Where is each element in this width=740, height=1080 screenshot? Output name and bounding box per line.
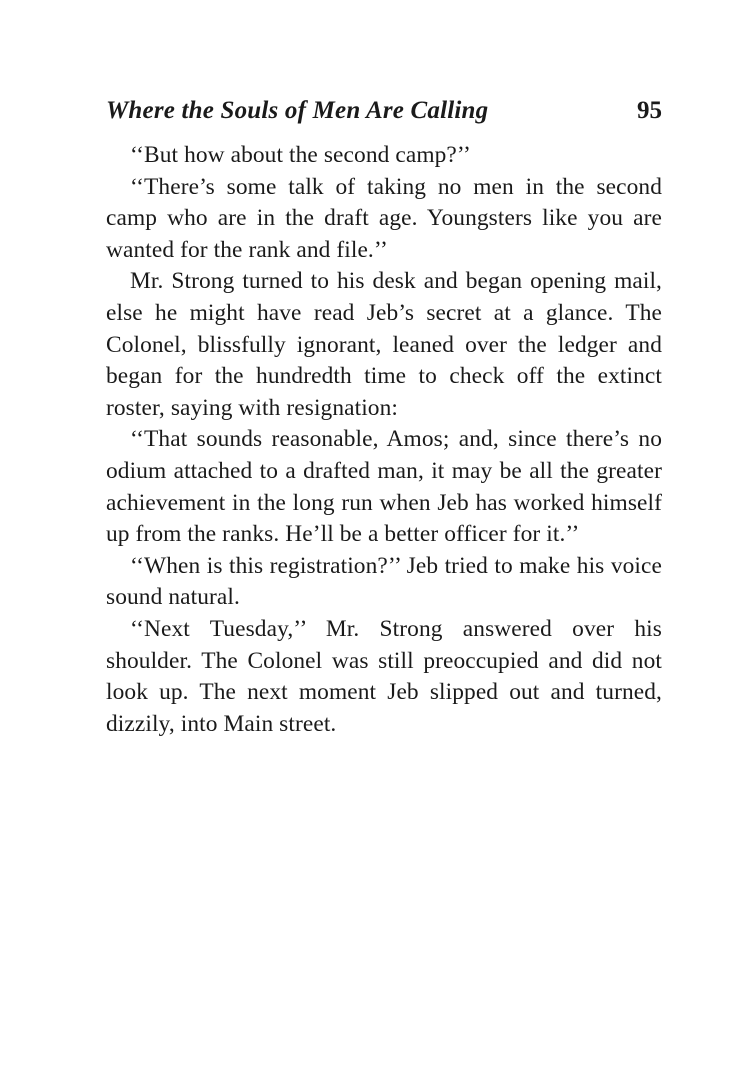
paragraph: ‘‘That sounds reasonable, Amos; and, since there’s no odium attached to a drafted man, it may be all the greater achievement in the long run when Jeb has worked himself up from the ranks. He’ll be a better officer for it.’’ [106,426,662,548]
running-title: Where the Souls of Men Are Calling [106,97,489,124]
paragraph: ‘‘There’s some talk of taking no men in the second camp who are in the draft age. Youngsters like you are wanted for the rank and file.’’ [106,173,662,263]
paragraph: ‘‘Next Tuesday,’’ Mr. Strong answered over his shoulder. The Colonel was still preoccupied and did not look up. The next moment Jeb slipped out and turned, dizzily, into Main street. [106,615,662,737]
paragraph: ‘‘But how about the second camp?’’ [130,142,471,168]
page-number: 95 [637,97,662,124]
paragraph: ‘‘When is this registration?’’ Jeb tried to make his voice sound natural. [106,552,662,611]
book-page [106,92,662,740]
running-head [106,92,662,130]
body-text [106,140,662,740]
paragraph: Mr. Strong turned to his desk and began opening mail, else he might have read Jeb’s secret at a glance. The Colonel, blissfully ignorant, leaned over the ledger and began for the hundredth time to check off the extinct roster, saying with resignation: [106,268,662,421]
